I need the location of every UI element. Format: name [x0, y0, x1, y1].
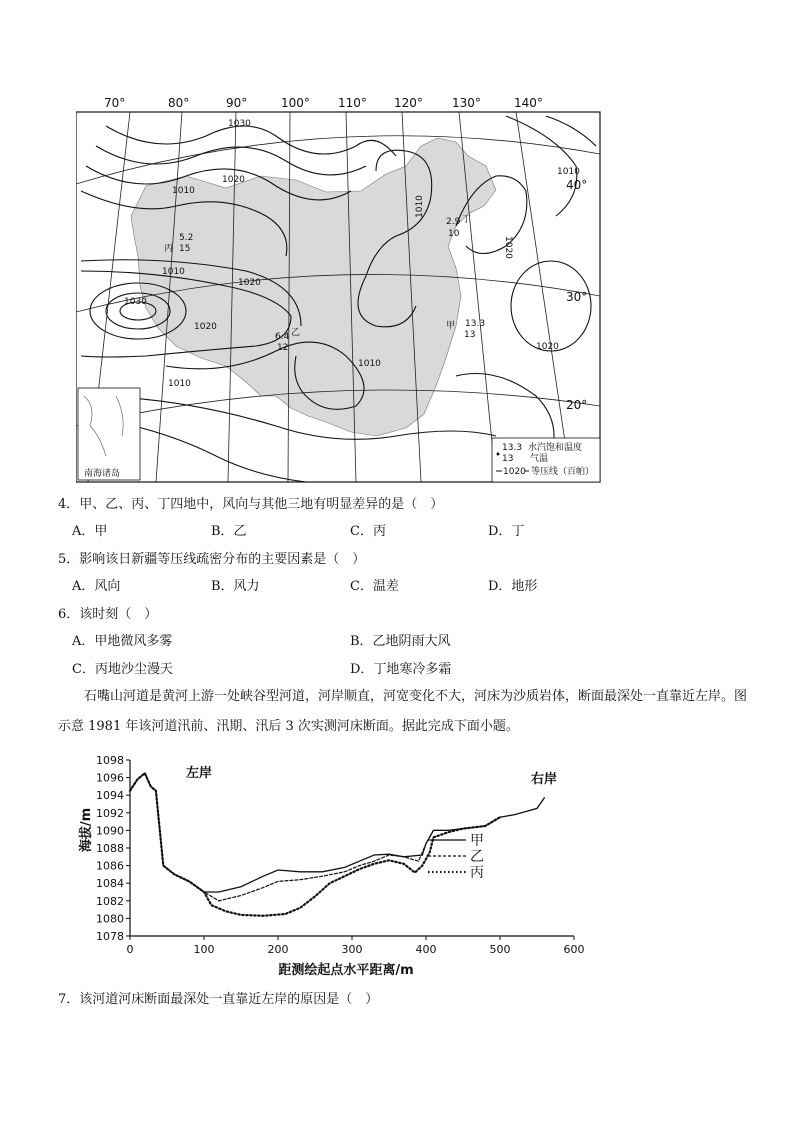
x-axis-title: 距测绘起点水平距离/m [278, 963, 414, 978]
isobar-label: 1020 [238, 278, 261, 288]
legend-isobar-sample: 1020 [503, 467, 526, 477]
y-tick-label: 1086 [96, 859, 124, 873]
riverbed-profile-chart [76, 750, 596, 990]
inset-label: 南海诸岛 [84, 469, 121, 479]
station-bing-dew: 5.2 [179, 233, 194, 243]
isobar-label: 1030 [124, 297, 147, 307]
isobar-label: 1020 [194, 322, 217, 332]
q5-option-b[interactable]: B．风力 [211, 579, 260, 594]
y-tick-label: 1084 [96, 877, 124, 891]
question-5-stem: 5．影响该日新疆等压线疏密分布的主要因素是（ ） [58, 552, 366, 567]
legend-sample-temp: 13 [502, 454, 514, 464]
y-tick-label: 1090 [96, 824, 124, 838]
legend-temp-text: 气温 [530, 454, 549, 464]
station-bing-temp: 15 [179, 244, 191, 254]
q6-option-d[interactable]: D．丁地寒冷多霜 [350, 662, 452, 677]
x-tick-label: 100 [193, 943, 215, 956]
longitude-label: 90° [226, 96, 248, 110]
latitude-label: 30° [566, 290, 588, 304]
isobar-map-svg [76, 96, 602, 486]
chart-axes [130, 760, 574, 936]
inset-box [78, 388, 140, 480]
latitude-label: 40° [566, 178, 588, 192]
series-line-dotted [130, 773, 500, 916]
isobar-label: 1010 [557, 167, 580, 177]
isobar-label: 1020 [222, 175, 245, 185]
longitude-label: 140° [514, 96, 543, 110]
isobar-label: 1010 [172, 186, 195, 196]
q5-option-a[interactable]: A．风向 [72, 579, 121, 594]
y-axis-title: 海拔/m [79, 807, 94, 853]
legend-label: 丙 [470, 865, 484, 881]
latitude-label: 20° [566, 398, 588, 412]
q4-option-d[interactable]: D．丁 [488, 524, 525, 539]
station-ding-dew: 2.9 [446, 217, 461, 227]
x-tick-label: 400 [415, 943, 437, 956]
station-yi-temp: 12 [277, 343, 289, 353]
q4-option-b[interactable]: B．乙 [211, 524, 247, 539]
isobar-label: 1010 [415, 195, 425, 218]
y-tick-label: 1080 [96, 912, 124, 926]
passage-text: 石嘴山河道是黄河上游一处峡谷型河道，河岸顺直，河宽变化不大，河床为沙质岩体，断面最深处一直靠近左岸。图示意 1981 年该河道汛前、汛期、汛后 3 次实测河床断面。据此完成下面小题。 [58, 689, 748, 734]
legend-isobar-text: 等压线（百帕） [531, 467, 595, 477]
q5-option-d[interactable]: D．地形 [488, 579, 538, 594]
isobar-label: 1020 [503, 236, 513, 259]
chart-ticks [96, 754, 585, 956]
isobar-label: 1010 [162, 267, 185, 277]
x-tick-label: 0 [126, 943, 134, 956]
longitude-label: 130° [452, 96, 481, 110]
longitude-label: 120° [394, 96, 423, 110]
x-tick-label: 300 [341, 943, 363, 956]
chart-legend [428, 833, 484, 881]
longitude-label: 110° [338, 96, 367, 110]
q6-option-b[interactable]: B．乙地阴雨大风 [350, 634, 451, 649]
isobar-label: 1020 [536, 342, 559, 352]
station-ding-temp: 10 [448, 229, 460, 239]
station-bing-name: 丙 [164, 244, 174, 254]
legend-label: 甲 [470, 833, 484, 849]
longitude-label: 70° [104, 96, 126, 110]
isobar-label: 1030 [228, 119, 251, 129]
question-4-stem: 4．甲、乙、丙、丁四地中，风向与其他三地有明显差异的是（ ） [58, 497, 444, 512]
y-tick-label: 1096 [96, 771, 124, 785]
right-bank-label: 右岸 [531, 772, 558, 787]
legend-label: 乙 [470, 849, 484, 865]
y-tick-label: 1088 [96, 842, 124, 855]
x-tick-label: 200 [267, 943, 289, 956]
x-tick-label: 600 [563, 943, 585, 956]
y-tick-label: 1082 [96, 894, 124, 908]
y-tick-label: 1078 [96, 930, 124, 943]
x-tick-label: 500 [489, 943, 511, 956]
q5-option-c[interactable]: C．温差 [350, 579, 399, 594]
station-yi-dew: 6.4 [275, 332, 290, 342]
left-bank-label: 左岸 [186, 766, 213, 781]
question-6-stem: 6．该时刻（ ） [58, 607, 158, 622]
q4-option-c[interactable]: C．丙 [350, 524, 386, 539]
isobar-label: 1010 [358, 359, 381, 369]
station-yi-name: 乙 [291, 328, 301, 338]
legend-dew-text: 水汽饱和温度 [528, 443, 583, 453]
station-ding-name: 丁 [462, 215, 472, 225]
weather-map [76, 96, 602, 486]
station-jia-temp: 13 [464, 330, 476, 340]
q4-option-a[interactable]: A．甲 [72, 524, 108, 539]
isobar-label: 1010 [168, 379, 191, 389]
question-7-stem: 7．该河道河床断面最深处一直靠近左岸的原因是（ ） [58, 992, 379, 1007]
legend-sample-dew: 13.3 [502, 443, 523, 453]
riverbed-profile-svg [76, 750, 596, 990]
q6-option-a[interactable]: A．甲地微风多雾 [72, 634, 173, 649]
legend-dot [497, 453, 500, 456]
longitude-label: 80° [168, 96, 190, 110]
y-tick-label: 1092 [96, 806, 124, 820]
y-tick-label: 1098 [96, 754, 124, 767]
q6-option-c[interactable]: C．丙地沙尘漫天 [72, 662, 173, 677]
station-jia-name: 甲 [446, 321, 456, 331]
series-line-dashed [130, 773, 500, 901]
station-jia-dew: 13.3 [465, 319, 486, 329]
longitude-label: 100° [281, 96, 310, 110]
y-tick-label: 1094 [96, 789, 124, 803]
